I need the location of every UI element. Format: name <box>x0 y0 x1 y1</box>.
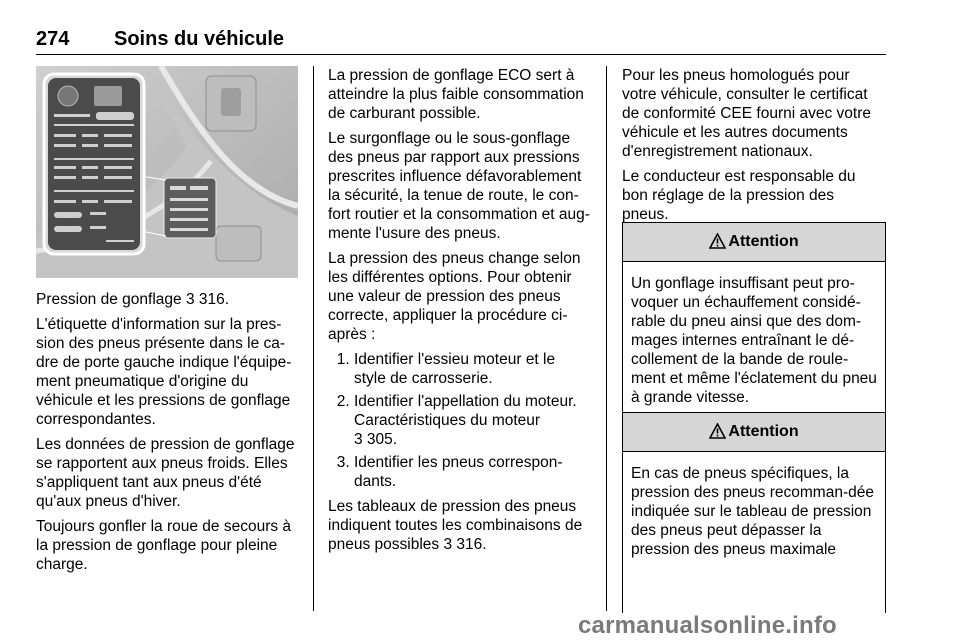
caption-reference[interactable]: 3 316. <box>185 291 230 308</box>
warning-icon <box>709 233 726 249</box>
attention-text: Un gonflage insuffisant peut pro-voquer un échauffement considé-rable du pneu ainsi que des dom-mages internes entraînant le dé-collement de la bande de roule-ment et même l'éclatement du pneu à grande vitesse. <box>631 275 877 406</box>
tire-pressure-label-figure <box>36 66 298 278</box>
column-left <box>36 290 298 580</box>
attention-box <box>622 222 886 418</box>
attention-box <box>622 412 886 613</box>
attention-text: En cas de pneus spécifiques, la pression des pneus recomman-dée indiquée sur le tableau de pression des pneus peut dépasser la pression des pneus maximale <box>631 465 874 558</box>
closing-text: Les tableaux de pression des pneus indiquent toutes les combinaisons de pneus possibles <box>328 498 583 553</box>
paragraph: La pression des pneus change selon les différentes options. Pour obtenir une valeur de pression des pneus correcte, appliquer la procédure ci-après : <box>328 250 581 343</box>
column-divider <box>606 66 607 611</box>
watermark: carmanualsonline.info <box>578 612 837 639</box>
list-item-text: Identifier l'appellation du moteur. Caractéristiques du moteur <box>354 393 577 429</box>
page-header <box>36 28 886 55</box>
list-item-reference[interactable]: 3 305. <box>354 431 398 448</box>
page-number: 274 <box>36 28 70 50</box>
column-right <box>622 66 884 230</box>
column-middle <box>328 66 590 560</box>
list-item: 3. Identifier les pneus correspon-dants. <box>354 453 590 491</box>
paragraph: Toujours gonfler la roue de secours à la pression de gonflage pour pleine charge. <box>36 518 292 573</box>
paragraph: Le surgonflage ou le sous-gonflage des pneus par rapport aux pressions prescrites influence défavorablement la sécurité, la tenue de route, le con-fort routier et la consommation et aug-mente l'usure des pneus. <box>328 130 590 242</box>
warning-icon <box>709 423 726 439</box>
caption-text: Pression de gonflage <box>36 291 182 308</box>
list-item: 1. Identifier l'essieu moteur et le style de carrosserie. <box>354 350 590 388</box>
column-divider <box>313 66 314 611</box>
paragraph: Les données de pression de gonflage se rapportent aux pneus froids. Elles s'appliquent tant aux pneus d'été qu'aux pneus d'hiver. <box>36 436 295 510</box>
closing-reference[interactable]: 3 316. <box>443 536 487 553</box>
attention-title: Attention <box>728 423 799 440</box>
attention-header <box>623 413 885 452</box>
page-title: Soins du véhicule <box>114 28 285 50</box>
paragraph: La pression de gonflage ECO sert à atteindre la plus faible consommation de carburant possible. <box>328 67 584 122</box>
paragraph: Le conducteur est responsable du bon réglage de la pression des pneus. <box>622 168 856 223</box>
paragraph: Pour les pneus homologués pour votre véhicule, consulter le certificat de conformité CEE fourni avec votre véhicule et les autres documents d'enregistrement nationaux. <box>622 67 871 160</box>
list-item <box>354 392 590 449</box>
paragraph: L'étiquette d'information sur la pres-sion des pneus présente dans le ca-dre de porte gauche indique l'équipe-ment pneumatique d'origine du véhicule et les pressions de gonflage correspondantes. <box>36 316 292 428</box>
procedure-list <box>328 350 590 491</box>
attention-title: Attention <box>728 233 799 250</box>
figure-caption <box>36 290 298 309</box>
paragraph <box>328 497 590 554</box>
attention-header <box>623 223 885 262</box>
